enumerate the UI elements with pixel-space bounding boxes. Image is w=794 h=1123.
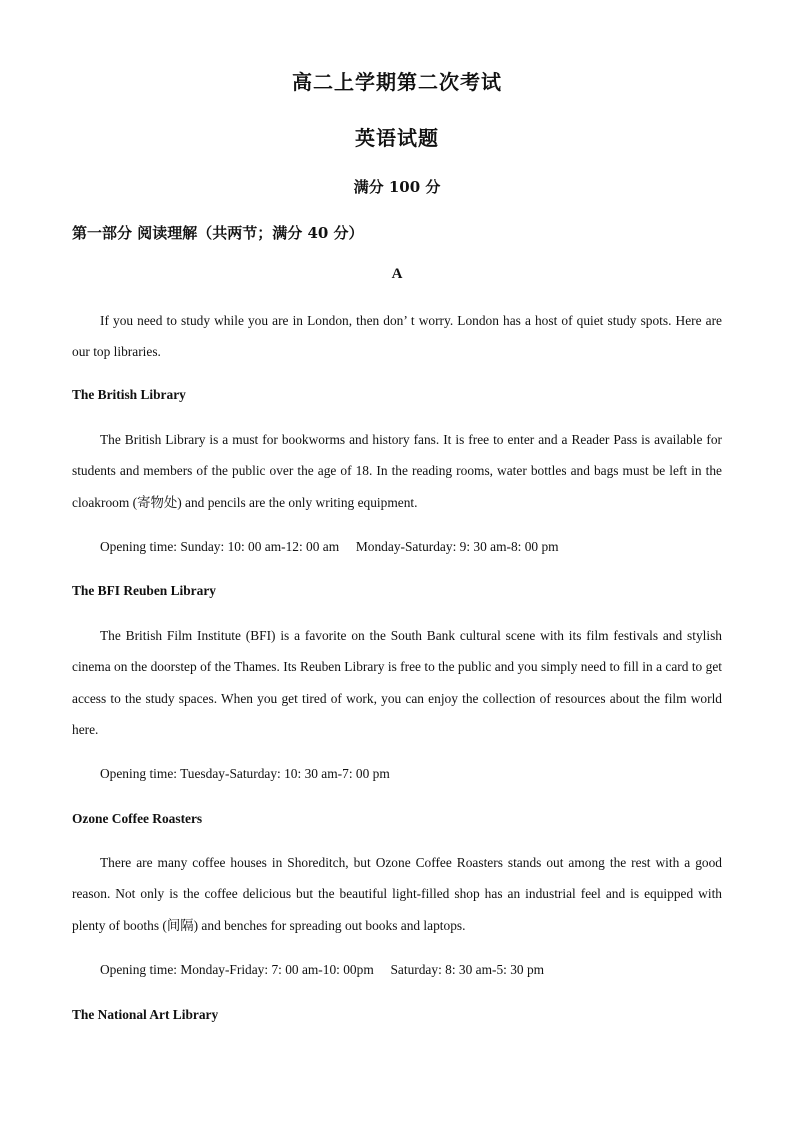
exam-title: 高二上学期第二次考试 <box>292 70 502 94</box>
part-heading: 第一部分 阅读理解（共两节；满分 40 分） <box>72 224 364 242</box>
venue-hours-british-library: Opening time: Sunday: 10: 00 am-12: 00 am Monday-Saturday: 9: 30 am-8: 00 pm <box>100 539 559 554</box>
subject-title: 英语试题 <box>355 126 439 150</box>
intro-paragraph: If you need to study while you are in London, then don’ t worry. London has a host of quiet study spots. Here are our top libraries. <box>72 313 722 360</box>
venue-heading-british-library: The British Library <box>72 387 186 402</box>
venue-hours-bfi-reuben-library: Opening time: Tuesday-Saturday: 10: 30 am-7: 00 pm <box>100 766 390 781</box>
venue-description-british-library: The British Library is a must for bookworms and history fans. It is free to enter and a Reader Pass is available for students and members of the public over the age of 18. In the reading rooms, water bottles and bags must be left in the cloakroom (寄物处) and pencils are the only writing equipment. <box>72 432 722 510</box>
venue-heading-national-art-library: The National Art Library <box>72 1007 219 1022</box>
venue-heading-bfi-reuben-library: The BFI Reuben Library <box>72 583 216 598</box>
section-letter: A <box>391 266 403 282</box>
total-score: 满分 100 分 <box>353 178 441 196</box>
venue-description-ozone-coffee: There are many coffee houses in Shoreditch, but Ozone Coffee Roasters stands out among the rest with a good reason. Not only is the coffee delicious but the beautiful light-filled shop has an industrial feel and is equipped with plenty of booths (间隔) and benches for spreading out books and laptops. <box>72 855 722 933</box>
venue-description-bfi-reuben-library: The British Film Institute (BFI) is a favorite on the South Bank cultural scene with its film festivals and stylish cinema on the doorstep of the Thames. Its Reuben Library is free to the public and you simply need to fill in a card to get access to the study spaces. When you get tired of work, you can enjoy the collection of resources about the film world here. <box>72 628 722 737</box>
venue-hours-ozone-coffee: Opening time: Monday-Friday: 7: 00 am-10: 00pm Saturday: 8: 30 am-5: 30 pm <box>100 962 545 977</box>
venue-heading-ozone-coffee: Ozone Coffee Roasters <box>72 811 203 826</box>
